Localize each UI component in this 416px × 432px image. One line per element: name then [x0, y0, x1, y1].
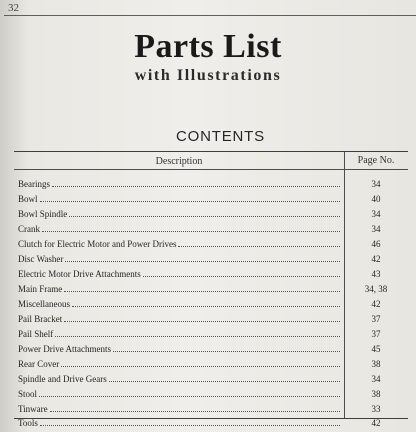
row-description [18, 344, 340, 354]
row-label: Pail Shelf [18, 329, 54, 339]
dot-leader [40, 194, 340, 202]
contents-table [14, 151, 408, 419]
dot-leader [61, 359, 340, 367]
page-title: Parts List [134, 28, 282, 65]
row-description [18, 194, 340, 204]
page-column-header: Page No. [357, 155, 395, 166]
row-label: Tinware [18, 404, 48, 414]
table-row [14, 177, 408, 192]
contents-heading: CONTENTS [176, 128, 265, 145]
table-row [14, 207, 408, 222]
table-row [14, 357, 408, 372]
row-page-number: 34 [371, 374, 381, 384]
row-description [18, 179, 340, 189]
top-rule [4, 15, 416, 16]
dot-leader [64, 314, 340, 322]
row-page-number: 40 [371, 194, 381, 204]
dot-leader [64, 284, 340, 292]
table-row [14, 312, 408, 327]
dot-leader [72, 299, 340, 307]
dot-leader [113, 344, 340, 352]
table-row [14, 252, 408, 267]
dot-leader [52, 179, 340, 187]
page-number: 32 [8, 2, 19, 14]
row-page-number: 33 [371, 404, 381, 414]
table-row [14, 282, 408, 297]
row-description [18, 209, 340, 219]
row-page-number: 42 [371, 254, 381, 264]
row-description [18, 374, 340, 384]
row-description [18, 224, 340, 234]
row-description [18, 404, 340, 414]
row-description [18, 254, 340, 264]
row-page-number: 37 [371, 329, 381, 339]
dot-leader [69, 209, 340, 217]
row-page-number: 37 [371, 314, 381, 324]
row-label: Spindle and Drive Gears [18, 374, 107, 384]
page-subtitle: with Illustrations [134, 67, 282, 84]
row-page-number: 38 [371, 359, 381, 369]
table-row [14, 416, 408, 430]
row-page-number: 34 [371, 209, 381, 219]
table-row [14, 372, 408, 387]
row-description [18, 284, 340, 294]
dot-leader [143, 269, 340, 277]
dot-leader [178, 239, 340, 247]
table-row [14, 267, 408, 282]
table-row [14, 222, 408, 237]
row-page-number: 42 [371, 418, 381, 428]
dot-leader [65, 254, 340, 262]
row-label: Bowl [18, 194, 38, 204]
table-row [14, 192, 408, 207]
row-label: Stool [18, 389, 38, 399]
row-description [18, 389, 340, 399]
description-column-header: Description [155, 156, 203, 167]
row-description [18, 299, 340, 309]
row-label: Bowl Spindle [18, 209, 68, 219]
row-label: Disc Washer [18, 254, 64, 264]
row-page-number: 42 [371, 299, 381, 309]
row-label: Rear Cover [18, 359, 60, 369]
row-page-number: 46 [371, 239, 381, 249]
row-label: Main Frame [18, 284, 63, 294]
table-header [14, 152, 408, 170]
row-page-number: 34 [371, 179, 381, 189]
dot-leader [50, 404, 340, 412]
table-row [14, 297, 408, 312]
row-description [18, 269, 340, 279]
row-page-number: 43 [371, 269, 381, 279]
dot-leader [55, 329, 340, 337]
row-page-number: 34, 38 [364, 284, 388, 294]
dot-leader [39, 389, 340, 397]
row-page-number: 34 [371, 224, 381, 234]
row-description [18, 418, 340, 428]
row-page-number: 45 [371, 344, 381, 354]
row-description [18, 239, 340, 249]
row-page-number: 38 [371, 389, 381, 399]
row-label: Electric Motor Drive Attachments [18, 269, 141, 279]
row-label: Miscellaneous [18, 299, 70, 309]
row-label: Tools [18, 418, 38, 428]
dot-leader [40, 418, 340, 426]
row-description [18, 314, 340, 324]
row-label: Pail Bracket [18, 314, 63, 324]
table-row [14, 402, 408, 417]
row-description [18, 329, 340, 339]
row-label: Clutch for Electric Motor and Power Drives [18, 239, 177, 249]
table-row [14, 342, 408, 357]
row-label: Power Drive Attachments [18, 344, 111, 354]
dot-leader [109, 374, 340, 382]
table-row [14, 327, 408, 342]
table-row [14, 237, 408, 252]
dot-leader [42, 224, 340, 232]
table-row [14, 387, 408, 402]
row-label: Crank [18, 224, 40, 234]
row-label: Bearings [18, 179, 50, 189]
row-description [18, 359, 340, 369]
